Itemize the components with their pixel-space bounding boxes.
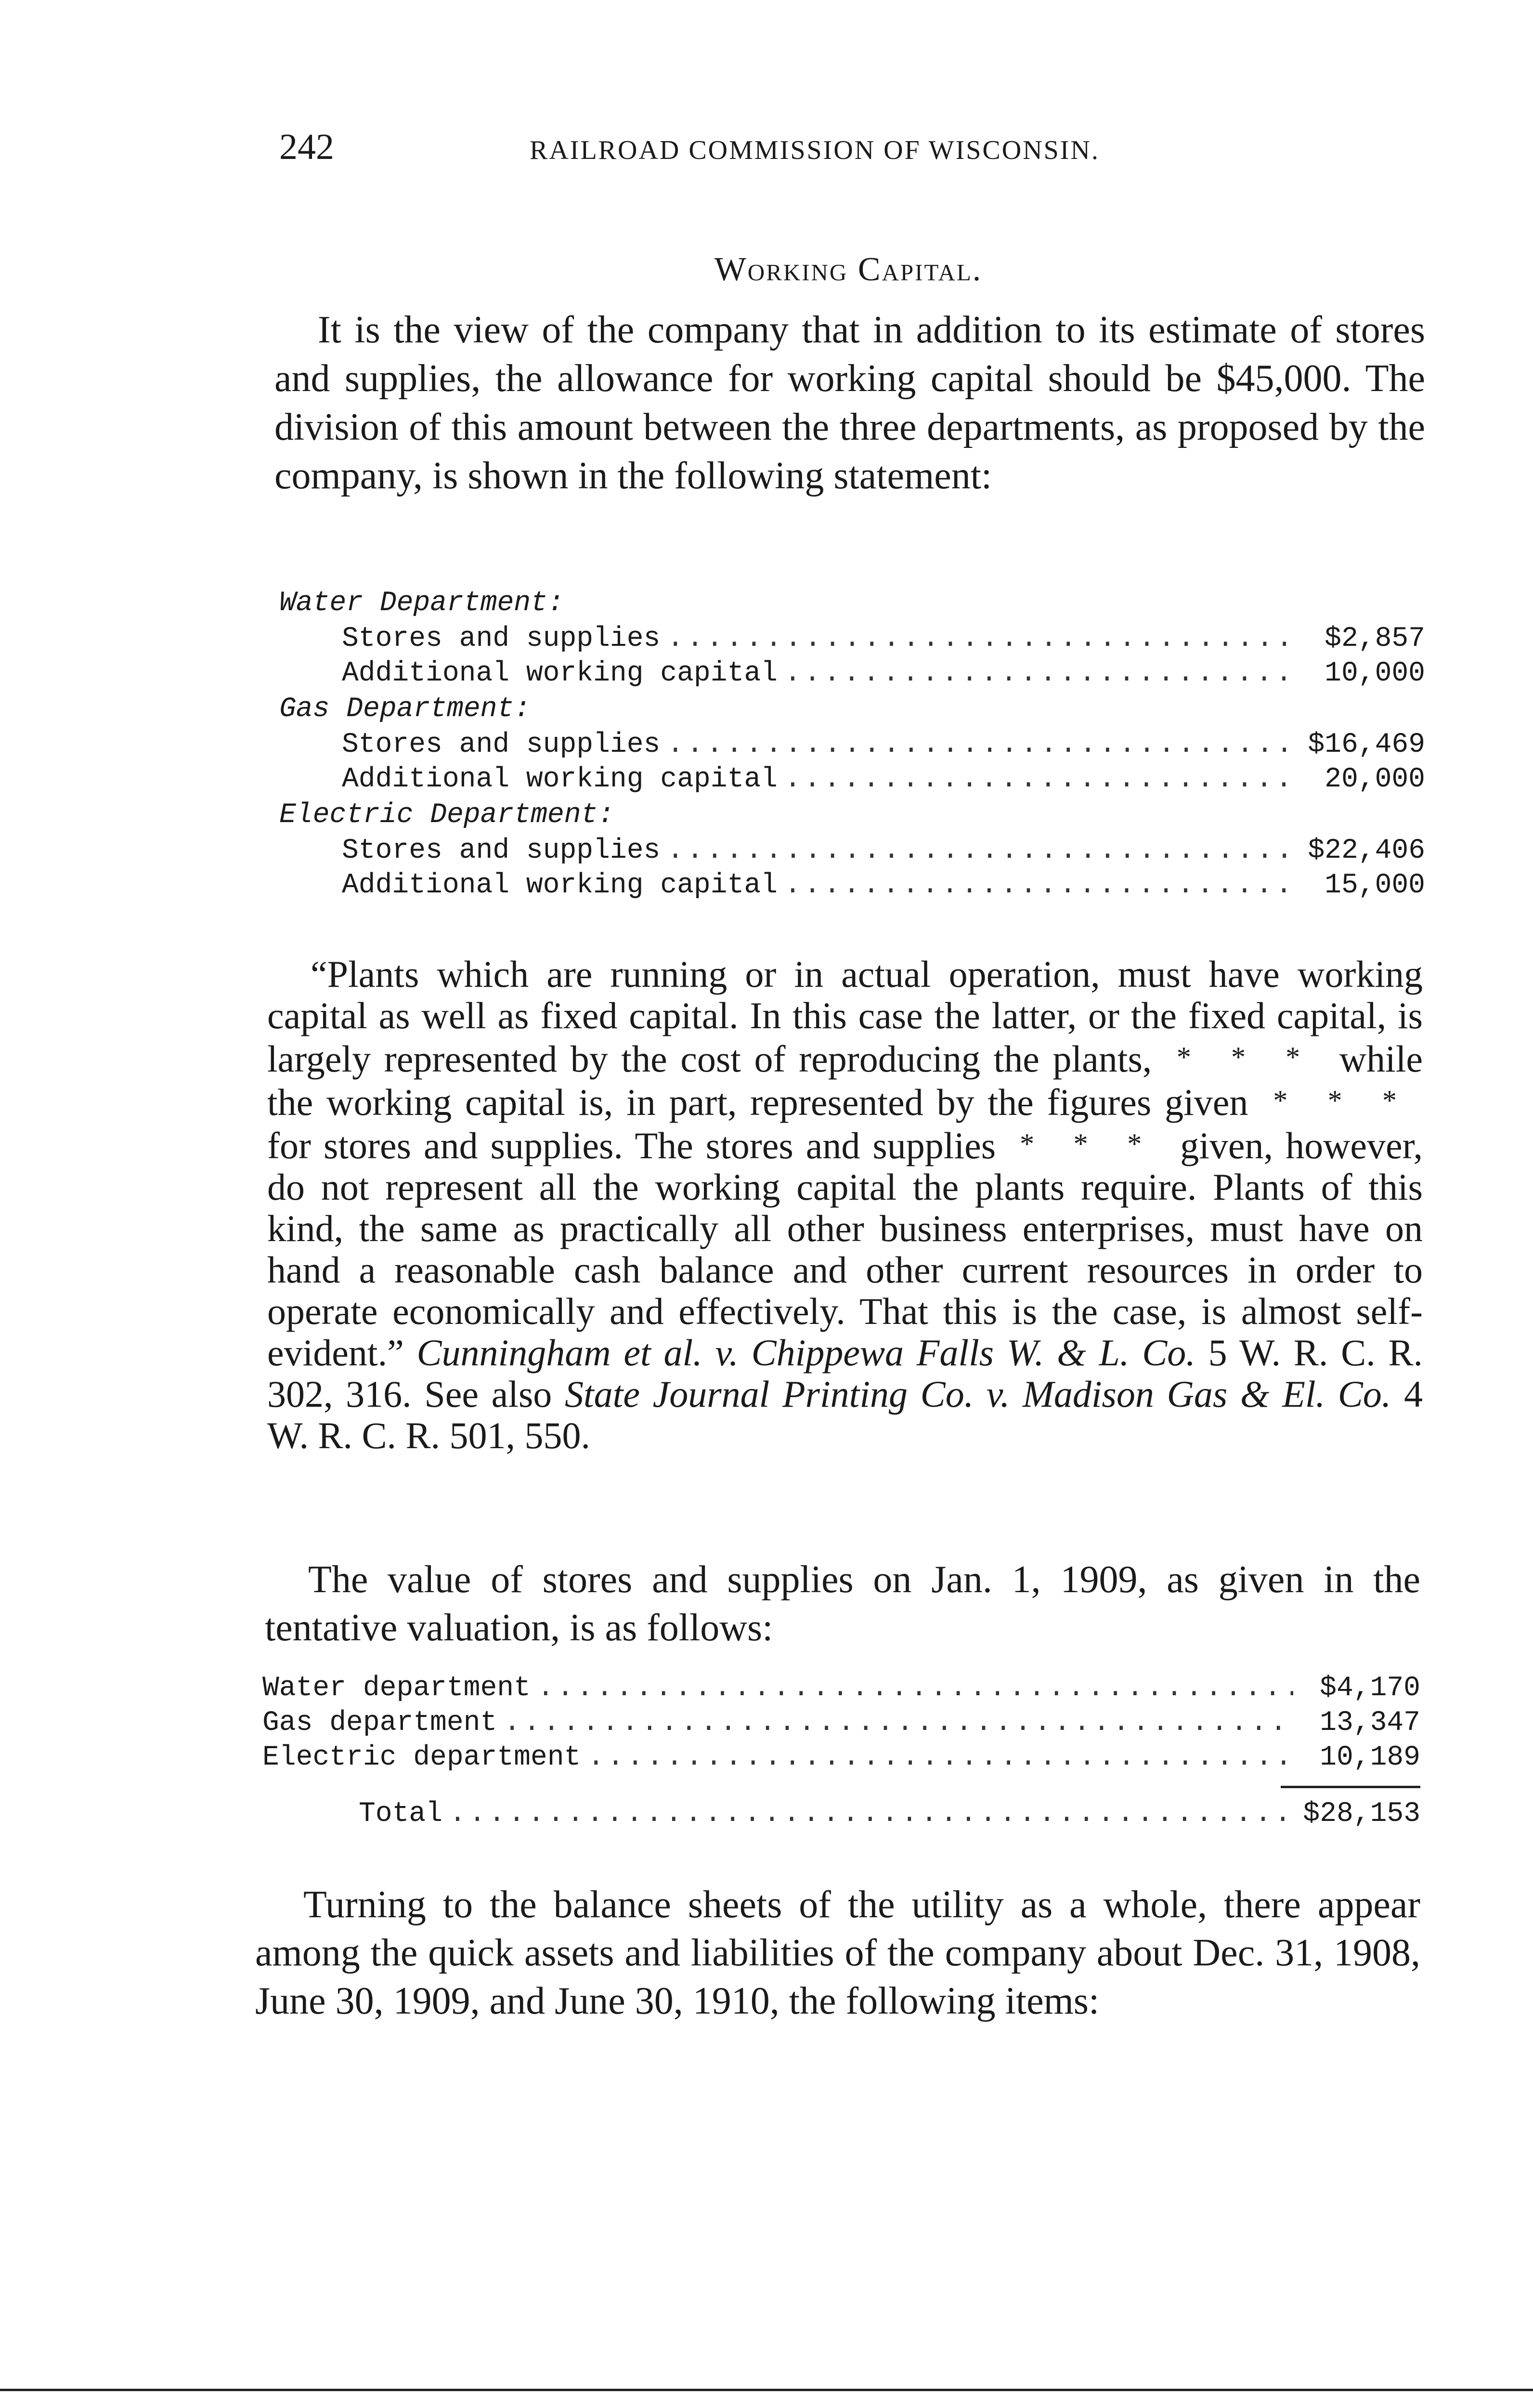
total-rule	[1281, 1786, 1420, 1788]
row-label: Additional working capital	[342, 658, 778, 689]
row-value: 13,347	[1320, 1707, 1420, 1739]
quotation-paragraph	[267, 954, 1423, 1456]
citation-reference: 4 W. R. C. R. 501, 550.	[267, 1373, 1423, 1456]
leader-dots	[537, 1671, 1293, 1706]
leader-dots	[784, 868, 1298, 903]
row-label: Electric department	[262, 1742, 581, 1773]
quote-text: for stores and supplies. The stores and supplies	[267, 1125, 996, 1166]
quote-text: given, however, do not represent all the working capital the plants require. Plants of this kind, the same as practically all other business enterprises, must have on hand a reasonable cash balance and other current resources in order to operate economically and effectively. That this is the case, is almost self-evident.”	[267, 1125, 1423, 1374]
total-label: Total	[359, 1798, 443, 1830]
leader-dots	[504, 1706, 1293, 1741]
department-statement-table	[279, 585, 1425, 903]
table-row	[262, 1671, 1420, 1706]
leader-dots	[784, 656, 1298, 691]
intro-paragraph: It is the view of the company that in addition to its estimate of stores and supplies, the allowance for working capital should be $45,000. The division of this amount between the three departments, as proposed by the company, is shown in the following statement:	[274, 309, 1425, 497]
ellipsis-asterisks: * * *	[1176, 1041, 1315, 1073]
water-department-heading: Water Department:	[279, 588, 564, 619]
table-row	[279, 762, 1425, 797]
table-row	[279, 622, 1425, 656]
table-row	[279, 868, 1425, 903]
total-row	[262, 1797, 1420, 1832]
bottom-rule	[0, 2389, 1533, 2391]
section-title: Working Capital.	[714, 251, 983, 288]
row-value: $4,170	[1320, 1673, 1420, 1704]
quote-text: while the working capital is, in part, represented by the figures given	[267, 1038, 1423, 1123]
leader-dots	[587, 1741, 1293, 1775]
stores-value-table	[262, 1671, 1420, 1832]
row-label: Additional working capital	[342, 764, 778, 795]
table-row	[262, 1741, 1420, 1775]
row-value: 10,189	[1320, 1742, 1420, 1773]
table-row	[279, 834, 1425, 868]
leader-dots	[667, 622, 1298, 656]
electric-department-heading: Electric Department:	[279, 799, 615, 831]
quote-text: “Plants which are running or in actual operation, must have working capital as well as fixed capital. In this case the latter, or the fixed capital, is largely represented by the cost of reproducing the plants,	[267, 953, 1423, 1080]
row-value: $16,469	[1308, 729, 1425, 760]
row-value: 10,000	[1325, 658, 1425, 689]
gas-department-heading: Gas Department:	[279, 694, 531, 725]
row-label: Gas department	[262, 1707, 497, 1739]
ellipsis-asterisks: * * *	[1273, 1085, 1412, 1116]
leader-dots	[667, 728, 1298, 762]
row-label: Additional working capital	[342, 870, 778, 901]
citation-reference: 5 W. R. C. R. 302, 316. See also	[267, 1332, 1423, 1415]
table-row	[279, 728, 1425, 762]
row-label: Water department	[262, 1673, 531, 1704]
leader-dots	[784, 762, 1298, 797]
total-value: $28,153	[1303, 1798, 1420, 1830]
case-citation: State Journal Printing Co. v. Madison Gas & El. Co.	[565, 1373, 1391, 1415]
row-value: 15,000	[1325, 870, 1425, 901]
closing-paragraph: Turning to the balance sheets of the utility as a whole, there appear among the quick assets and liabilities of the company about Dec. 31, 1908, June 30, 1909, and June 30, 1910, the following items:	[255, 1884, 1420, 2022]
leader-dots	[667, 834, 1298, 868]
ellipsis-asterisks: * * *	[1020, 1128, 1156, 1160]
running-title: RAILROAD COMMISSION OF WISCONSIN.	[530, 135, 1100, 165]
row-value: 20,000	[1325, 764, 1425, 795]
table-row	[262, 1706, 1420, 1741]
table-row	[279, 656, 1425, 691]
row-label: Stores and supplies	[342, 835, 661, 866]
row-label: Stores and supplies	[342, 623, 661, 654]
stores-paragraph: The value of stores and supplies on Jan. 1, 1909, as given in the tentative valuation, is as follows:	[265, 1558, 1420, 1649]
leader-dots	[449, 1797, 1293, 1832]
case-citation: Cunningham et al. v. Chippewa Falls W. & L. Co.	[416, 1332, 1195, 1374]
row-value: $22,406	[1308, 835, 1425, 866]
row-label: Stores and supplies	[342, 729, 661, 760]
row-value: $2,857	[1325, 623, 1425, 654]
page-header	[279, 126, 1223, 174]
page-number: 242	[279, 127, 334, 167]
